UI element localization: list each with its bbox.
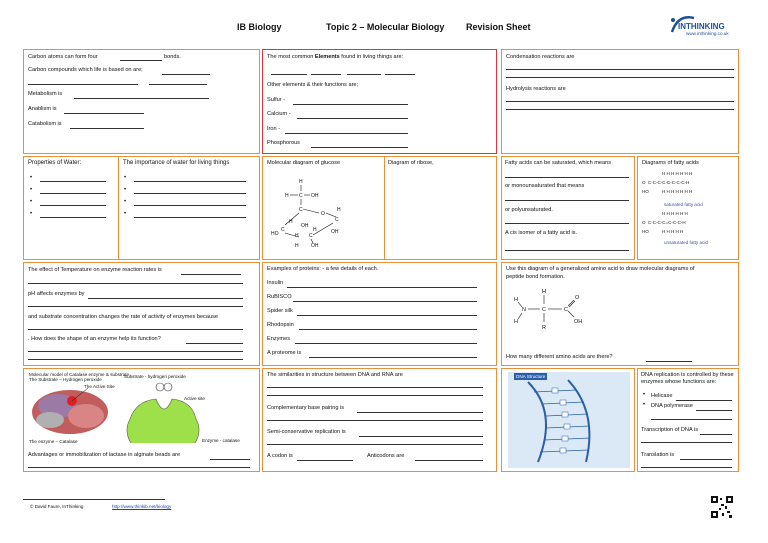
phosphorous-label: Phosphorous (267, 140, 300, 146)
saturated-fatty-acid-diagram (640, 169, 736, 203)
svg-text:C: C (299, 207, 303, 213)
replication-heading-1: DNA replication is controlled by these (641, 372, 734, 378)
inthinking-logo (664, 12, 734, 38)
substrate-hp-caption: Substrate - hydrogen peroxide (124, 374, 186, 379)
other-elements-text: Other elements & their functions are; (267, 82, 359, 88)
svg-text:H: H (295, 233, 299, 239)
proteome-text: A proteome is (267, 350, 302, 356)
bullet: • (124, 175, 127, 181)
bullet: • (30, 175, 33, 181)
bullet: • (124, 199, 127, 205)
water-importance-heading: The importance of water for living things (123, 160, 230, 166)
svg-text:HO: HO (642, 189, 649, 194)
catalase-molecular-model-image (28, 386, 118, 438)
carbon-bonds-text: Carbon atoms can form four (28, 54, 98, 60)
water-properties-heading: Properties of Water: (28, 160, 82, 166)
protein-spider-silk: Spider silk (267, 308, 293, 314)
course-title: IB Biology (237, 22, 282, 32)
dna-structure-box (501, 368, 635, 472)
bullet: • (30, 199, 33, 205)
metabolism-text: Metabolism is (28, 91, 63, 97)
base-pairing-text: Complementary base pairing is (267, 405, 345, 411)
translation-text: Translation is (641, 452, 675, 458)
svg-text:C: C (281, 227, 285, 233)
sugar-diagrams-box (262, 156, 497, 260)
bullet: • (124, 211, 127, 217)
svg-text:H H H H H: H H H H H (662, 229, 684, 234)
svg-text:C: C (542, 307, 546, 313)
helicase-label: Helicase (651, 393, 673, 399)
bullet: • (30, 211, 33, 217)
proteins-box (262, 262, 497, 366)
svg-text:C: C (309, 233, 313, 239)
anabolism-text: Anablism is (28, 106, 57, 112)
svg-text:C-C-C-C-C-C-C-C-H: C-C-C-C-C-C-C-C-H (648, 180, 690, 185)
elements-box (262, 49, 497, 154)
carbon-box (23, 49, 260, 154)
svg-text:H: H (299, 179, 303, 185)
fatty-diagram-heading: Diagrams of fatty acids (642, 160, 699, 166)
glucose-diagram (271, 175, 361, 250)
temperature-text: The effect of Temperature on enzyme reaction rates is (28, 267, 162, 273)
semi-conservative-text: Semi-conservative replication is (267, 429, 346, 435)
hydrolysis-text: Hydrolysis reactions are (506, 86, 566, 92)
substrate-caption: The Substrate – Hydrogen peroxide (29, 377, 102, 382)
logo-text: INTHINKING (678, 22, 725, 31)
dna-rna-box (262, 368, 497, 472)
thinkib-link[interactable]: http://www.thinkib.net/biology (112, 504, 172, 509)
svg-text:H: H (313, 227, 317, 233)
glucose-heading: Molecular diagram of glucose (267, 160, 341, 166)
svg-text:HO: HO (642, 229, 649, 234)
svg-text:C-C-C-C=C-C-C-H: C-C-C-C=C-C-C-H (648, 220, 686, 225)
svg-text:O: O (575, 295, 580, 301)
svg-text:H: H (289, 219, 293, 225)
svg-text:OH: OH (301, 223, 309, 229)
unsaturated-label: unsaturated fatty acid (664, 240, 708, 245)
protein-rubisco: RuBISCO (267, 294, 292, 300)
ribose-heading: Diagram of ribose, (388, 160, 434, 166)
catalase-box (23, 368, 260, 472)
svg-text:H: H (542, 289, 546, 295)
peptide-bond-text: peptide bond formation. (506, 274, 565, 280)
svg-text:HO: HO (271, 231, 279, 237)
elements-heading: The most common Elements found in living things are: (267, 54, 404, 60)
water-box (23, 156, 260, 260)
lactase-text: Advantages or immobilization of lactase in alginate beads are (28, 452, 181, 458)
saturated-label: saturated fatty acid (664, 202, 703, 207)
enzyme-catalase-label: Enzyme - catalase (202, 438, 240, 443)
svg-text:O: O (321, 211, 325, 217)
qr-code-icon (711, 496, 733, 518)
enzyme-factors-box (23, 262, 260, 366)
active-site-label: Active site (184, 396, 205, 401)
svg-text:O: O (642, 220, 646, 225)
calcium-label: Calcium - (267, 111, 291, 117)
bullet: • (124, 187, 127, 193)
enzyme-substrate-diagram (120, 379, 220, 443)
svg-text:H: H (514, 297, 518, 303)
catabolism-text: Catabolism is (28, 121, 62, 127)
fatty-acid-diagrams-box (637, 156, 739, 260)
protein-insulin: Insulin (267, 280, 284, 286)
protein-rhodopsin: Rhodopsin (267, 322, 294, 328)
carbon-bonds-text-end: bonds. (164, 54, 181, 60)
svg-text:O: O (642, 180, 646, 185)
svg-text:OH: OH (331, 229, 339, 235)
svg-text:R: R (542, 325, 546, 331)
svg-text:H: H (337, 207, 341, 213)
polyunsaturated-text: or polyunsaturated. (505, 207, 553, 213)
svg-text:H: H (514, 319, 518, 325)
substrate-text: and substrate concentration changes the rate of activity of enzymes because (28, 314, 218, 320)
dna-structure-diagram (508, 372, 630, 468)
amino-acid-count-question: How many different amino acids are there? (506, 354, 613, 360)
amino-acid-box (501, 262, 739, 366)
svg-text:C: C (335, 217, 339, 223)
svg-text:C: C (564, 307, 568, 313)
proteins-heading: Examples of proteins: - a few details of each. (267, 266, 379, 272)
replication-heading-2: enzymes whose functions are: (641, 379, 717, 385)
carbon-compounds-text: Carbon compounds which life is based on are; (28, 67, 143, 73)
sulfur-label: Sulfur - (267, 97, 286, 103)
svg-text:N: N (522, 307, 526, 313)
svg-text:H H H H H H H: H H H H H H H (662, 171, 693, 176)
iron-label: Iron - (267, 126, 281, 132)
catalase-model-title: Molecular model of Catalase enzyme & substrate (29, 372, 130, 377)
topic-title: Topic 2 – Molecular Biology (326, 22, 445, 32)
replication-box: DNA replication is controlled by these enzymes whose functions are: • Helicase • DNA polymerase Transcription of DNA is Translation is (637, 368, 739, 472)
enzyme-shape-text: . How does the shape of an enzyme help its function? (28, 336, 161, 342)
amino-acid-instruction: Use this diagram of a generalized amino acid to draw molecular diagrams of (506, 266, 695, 272)
dna-structure-title: DNA Structure (516, 374, 546, 379)
copyright-text: © David Faure, InThinking (30, 504, 84, 509)
amino-acid-diagram (508, 287, 598, 337)
dna-rna-similarities-text: The similarities in structure between DNA and RNA are (267, 372, 403, 378)
fatty-acids-box (501, 156, 635, 260)
dna-polymerase-label: DNA polymerase (651, 403, 693, 409)
logo-url: www.inthinking.co.uk (686, 31, 729, 36)
svg-text:OH: OH (311, 243, 319, 249)
transcription-text: Transcription of DNA is (641, 427, 698, 433)
unsaturated-fatty-acid-diagram (640, 209, 736, 243)
condensation-text: Condensation reactions are (506, 54, 575, 60)
saturated-text: Fatty acids can be saturated, which means (505, 160, 612, 166)
bullet: • (30, 187, 33, 193)
anticodon-text: Anticodons are (367, 453, 405, 459)
svg-text:OH: OH (311, 193, 319, 199)
cis-isomer-text: A cis isomer of a fatty acid is. (505, 230, 578, 236)
svg-text:H H H H H H H: H H H H H H H (662, 189, 693, 194)
svg-text:H: H (285, 193, 289, 199)
catalase-enzyme-caption: The enzyme – Catalase (29, 439, 78, 444)
svg-text:H: H (295, 243, 299, 249)
reactions-box (501, 49, 739, 154)
codon-text: A codon is (267, 453, 293, 459)
svg-text:H H H H H H: H H H H H H (662, 211, 688, 216)
sheet-title: Revision Sheet (466, 22, 531, 32)
svg-text:C: C (299, 193, 303, 199)
monounsaturated-text: or monounsaturated that means (505, 183, 585, 189)
active-site-caption: The Active Site (84, 384, 115, 389)
svg-text:OH: OH (574, 319, 583, 325)
ph-text: pH affects enzymes by (28, 291, 85, 297)
protein-enzymes: Enzymes (267, 336, 291, 342)
